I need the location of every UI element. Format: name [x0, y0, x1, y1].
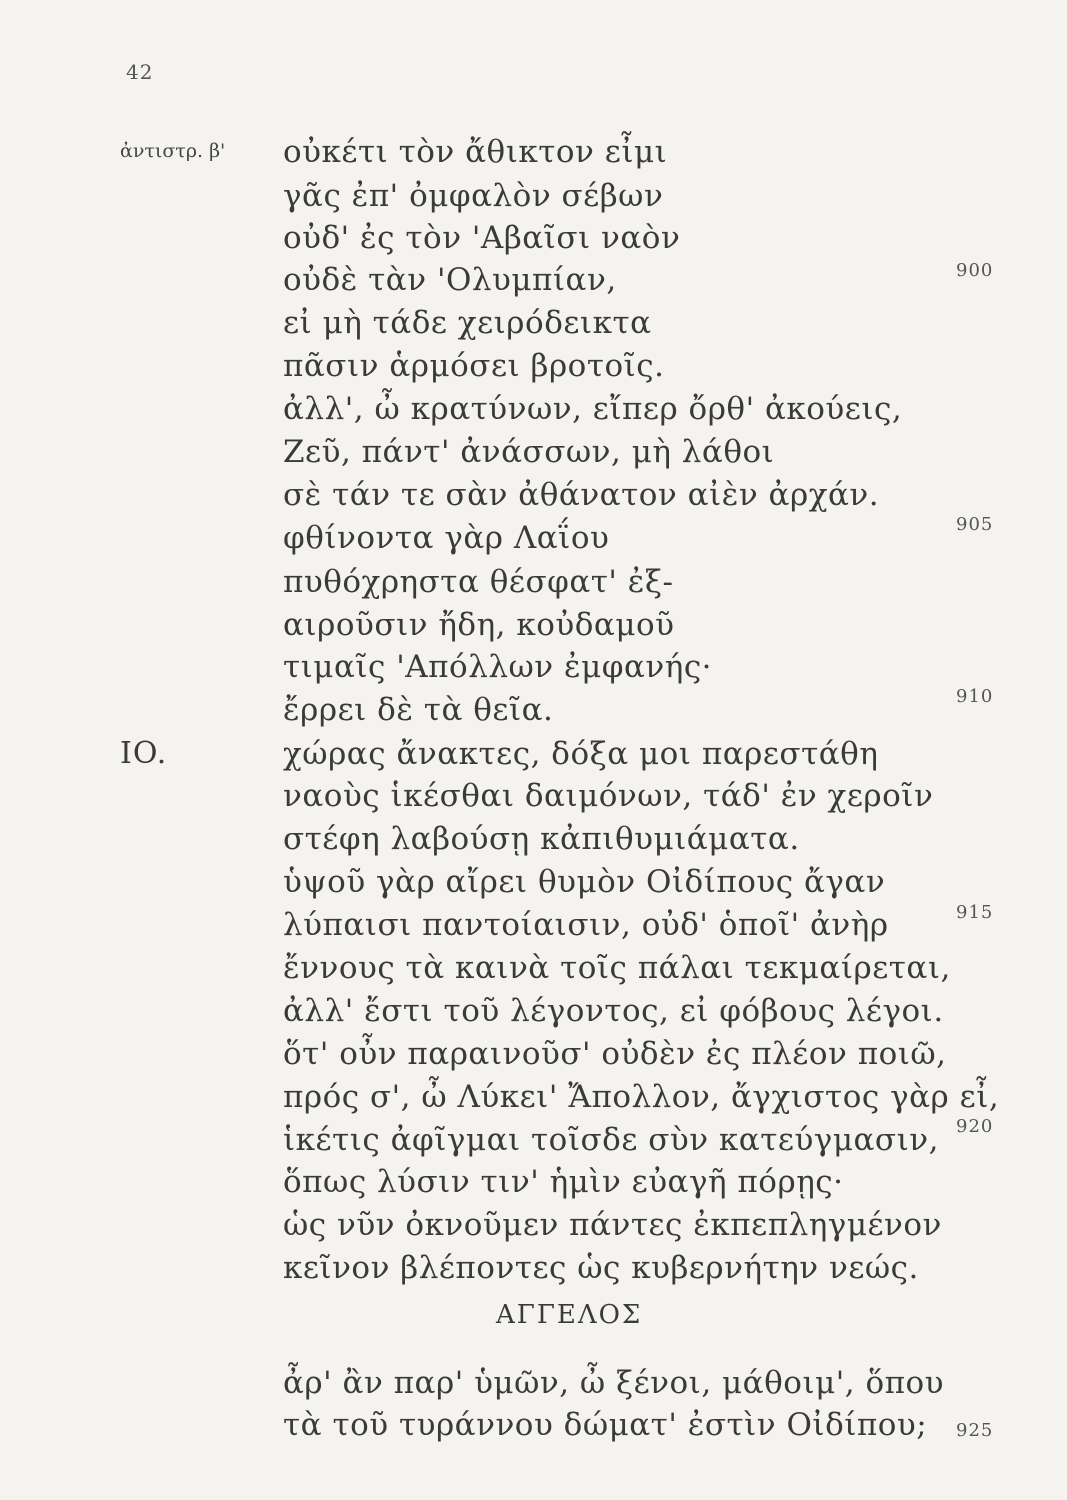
verse-line: στέφη λαβούσῃ κἀπιθυμιάματα.	[283, 821, 800, 857]
verse-line: ἱκέτις ἀφῖγμαι τοῖσδε σὺν κατεύγμασιν,	[283, 1122, 939, 1158]
verse-line: ναοὺς ἱκέσθαι δαιμόνων, τάδ' ἐν χεροῖν	[283, 778, 934, 814]
verse-line: οὐκέτι τὸν ἄθικτον εἶμι	[283, 134, 668, 170]
verse-line: πᾶσιν ἁρμόσει βροτοῖς.	[283, 348, 665, 384]
verse-line: οὐδ' ἐς τὸν 'Αβαῖσι ναὸν	[283, 220, 681, 256]
verse-line: λύπαισι παντοίαισιν, οὐδ' ὁποῖ' ἀνὴρ	[283, 907, 889, 943]
verse-line: τὰ τοῦ τυράννου δώματ' ἐστὶν Οἰδίπου;	[283, 1407, 928, 1443]
verse-line: ἔννους τὰ καινὰ τοῖς πάλαι τεκμαίρεται,	[283, 950, 951, 986]
verse-line: οὐδὲ τὰν 'Ολυμπίαν,	[283, 262, 617, 298]
verse-line: ἀλλ', ὦ κρατύνων, εἴπερ ὄρθ' ἀκούεις,	[283, 391, 903, 427]
verse-line: σὲ τάν τε σὰν ἀθάνατον αἰὲν ἀρχάν.	[283, 477, 880, 513]
verse-line: αιροῦσιν ἤδη, κοὐδαμοῦ	[283, 607, 675, 643]
verse-line: ὡς νῦν ὀκνοῦμεν πάντες ἐκπεπληγμένον	[283, 1207, 942, 1243]
verse-line: ἆρ' ἂν παρ' ὑμῶν, ὦ ξένοι, μάθοιμ', ὅπου	[283, 1365, 945, 1401]
line-number: 900	[956, 260, 994, 281]
verse-line: πυθόχρηστα θέσφατ' ἐξ-	[283, 564, 674, 600]
verse-line: ὅτ' οὖν παραινοῦσ' οὐδὲν ἐς πλέον ποιῶ,	[283, 1036, 947, 1072]
line-number: 905	[956, 514, 994, 535]
speaker-io: IO.	[120, 736, 168, 771]
verse-line: πρός σ', ὦ Λύκει' Ἄπολλον, ἄγχιστος γὰρ εἶ,	[283, 1079, 1000, 1115]
verse-line: τιμαῖς 'Απόλλων ἐμφανής·	[283, 649, 713, 685]
verse-line: ὑψοῦ γὰρ αἴρει θυμὸν Οἰδίπους ἄγαν	[283, 864, 886, 900]
speaker-angelos: ΑΓΓΕΛΟΣ	[496, 1300, 643, 1330]
verse-line: κεῖνον βλέποντες ὡς κυβερνήτην νεώς.	[283, 1250, 919, 1286]
verse-line: φθίνοντα γὰρ Λαΐου	[283, 520, 610, 556]
section-label: ἀντιστρ. β'	[120, 140, 226, 162]
verse-line: Ζεῦ, πάντ' ἀνάσσων, μὴ λάθοι	[283, 434, 775, 470]
verse-line: ἔρρει δὲ τὰ θεῖα.	[283, 692, 554, 728]
line-number: 910	[956, 686, 994, 707]
line-number: 925	[956, 1420, 994, 1441]
verse-line: ἀλλ' ἔστι τοῦ λέγοντος, εἰ φόβους λέγοι.	[283, 993, 944, 1029]
line-number: 915	[956, 902, 994, 923]
verse-line: γᾶς ἐπ' ὀμφαλὸν σέβων	[283, 178, 664, 214]
verse-line: ὅπως λύσιν τιν' ἡμὶν εὐαγῆ πόρῃς·	[283, 1164, 844, 1200]
line-number: 920	[956, 1116, 994, 1137]
page-number: 42	[126, 60, 154, 84]
verse-line: χώρας ἄνακτες, δόξα μοι παρεστάθη	[283, 736, 879, 772]
verse-line: εἰ μὴ τάδε χειρόδεικτα	[283, 305, 652, 341]
